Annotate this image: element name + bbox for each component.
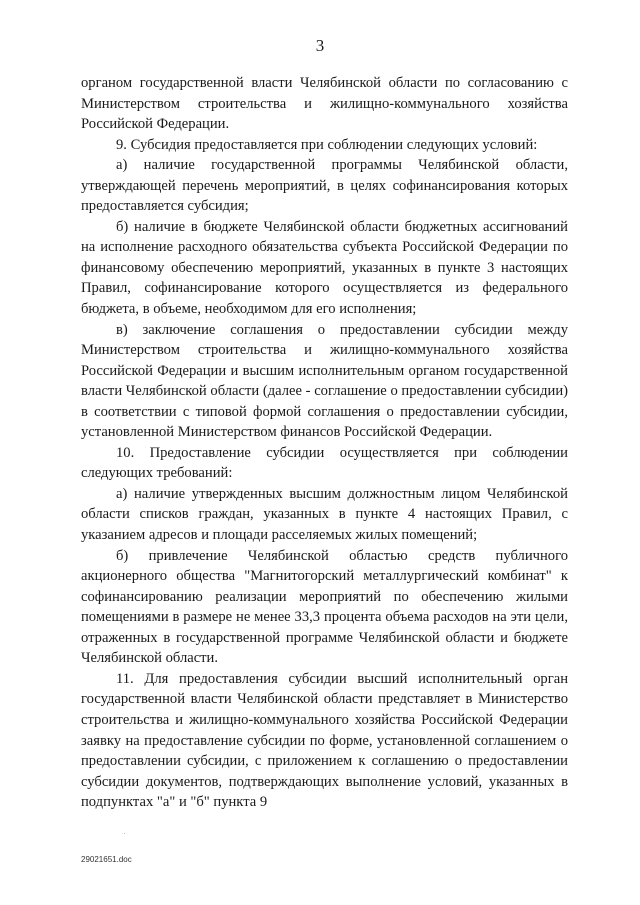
paragraph-clause-9v: в) заключение соглашения о предоставлении субсидии между Министерством строительства и жилищно-коммунального хозяйства Российской Федерации и высшим исполнительным органом государственной власти Челябинской области (далее - соглашение о предоставлении субсидии) в соответствии с типовой формой соглашения о предоставлении субсидии, установленной Министерством финансов Российской Федерации.: [81, 321, 568, 441]
paragraph-clause-9a: а) наличие государственной программы Челябинской области, утверждающей перечень мероприятий, в целях софинансирования которых предоставляется субсидия;: [81, 157, 568, 215]
paragraph-clause-11: 11. Для предоставления субсидии высший исполнительный орган государственной власти Челябинской области представляет в Министерство строительства и жилищно-коммунального хозяйства Российской Федерации заявку на предоставление субсидии по форме, установленной соглашением о предоставлении субсидии, с приложением к соглашению о предоставлении субсидии документов, подтверждающих выполнение условий, указанных в подпунктах "а" и "б" пункта 9: [81, 670, 568, 811]
paragraph-clause-10: 10. Предоставление субсидии осуществляется при соблюдении следующих требований:: [81, 444, 568, 482]
document-body: [81, 73, 568, 813]
paragraph-clause-10b: б) привлечение Челябинской областью средств публичного акционерного общества "Магнитогорский металлургический комбинат" к софинансированию реализации мероприятий по обеспечению жилыми помещениями в размере не менее 33,3 процента объема расходов на эти цели, отраженных в государственной программе Челябинской области и бюджете Челябинской области.: [81, 547, 568, 667]
paragraph-clause-9: 9. Субсидия предоставляется при соблюдении следующих условий:: [116, 136, 538, 153]
scan-speck: [124, 833, 125, 834]
footer-file-code: 29021651.doc: [81, 855, 132, 864]
page-number: 3: [315, 36, 325, 55]
paragraph-clause-10a: а) наличие утвержденных высшим должностным лицом Челябинской области списков граждан, указанных в пункте 4 настоящих Правил, с указанием адресов и площади расселяемых жилых помещений;: [81, 485, 568, 544]
paragraph-clause-9b: б) наличие в бюджете Челябинской области бюджетных ассигнований на исполнение расходного обязательства субъекта Российской Федерации по финансовому обеспечению мероприятий, указанных в пункте 3 настоящих Правил, софинансирование которого осуществляется из федерального бюджета, в объеме, необходимом для его исполнения;: [81, 218, 568, 318]
paragraph-continuation: органом государственной власти Челябинской области по согласованию с Министерством строительства и жилищно-коммунального хозяйства Российской Федерации.: [81, 75, 568, 133]
